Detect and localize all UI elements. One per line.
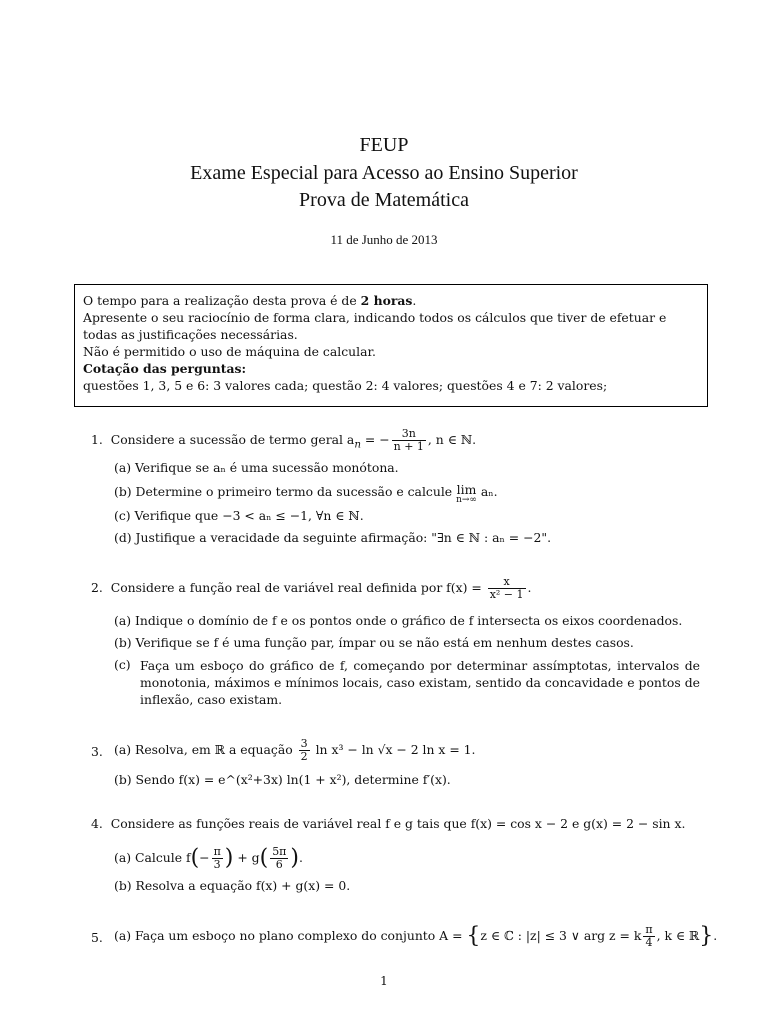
- question-1b: (b) Determine o primeiro termo da sucessão e calcule lim n→∞ aₙ.: [114, 482, 498, 505]
- question-1a: (a) Verifique se aₙ é uma sucessão monótona.: [114, 460, 399, 475]
- question-3a: (a) Resolva, em ℝ a equação $\frac{3}{2}$ ln x³ − ln √x − 2 ln x = 1.: [114, 737, 476, 763]
- question-1d: (d) Justifique a veracidade da seguinte afirmação: "∃n ∈ ℕ : aₙ = −2".: [114, 530, 552, 545]
- instruction-reasoning: Apresente o seu raciocínio de forma clara, indicando todos os cálculos que tiver de efetuar e todas as justificações necessárias.: [83, 310, 667, 342]
- question-2c: Faça um esboço do gráfico de f, começando por determinar assímptotas, intervalos de monotonia, máximos e mínimos locais, caso existam, sentido da concavidade e pontos de inflexão, caso existam.: [140, 658, 700, 707]
- exam-date: 11 de Junho de 2013: [330, 232, 438, 247]
- instructions-box: [74, 284, 708, 407]
- instruction-calculator: Não é permitido o uso de máquina de calcular.: [83, 344, 376, 359]
- question-1c: (c) Verifique que −3 < aₙ ≤ −1, ∀n ∈ ℕ.: [114, 508, 364, 523]
- question-4a: (a) Calcule f(− $\frac{\pi}{3}$ ) + g( $\frac{5\pi}{6}$ ).: [114, 845, 303, 871]
- question-3-number: 3.: [91, 744, 103, 759]
- exam-subject: Prova de Matemática: [299, 189, 469, 211]
- instruction-scoring-title: Cotação das perguntas:: [83, 361, 247, 376]
- question-2b: (b) Verifique se f é uma função par, ímpar ou se não está em nenhum destes casos.: [114, 635, 634, 650]
- question-2: 2. Considere a função real de variável real definida por f(x) = $\frac{x}{\text{x² − 1}}$ .: [91, 575, 532, 601]
- page-number: 1: [380, 974, 388, 988]
- exam-title: Exame Especial para Acesso ao Ensino Superior: [190, 162, 578, 184]
- question-5a: (a) Faça um esboço no plano complexo do conjunto A = {z ∈ ℂ : |z| ≤ 3 ∨ arg z = k $\frac{\pi}{4}$ , k ∈ ℝ}.: [114, 923, 718, 949]
- question-2c-label: (c): [114, 657, 131, 672]
- question-4: 4. Considere as funções reais de variável real f e g tais que f(x) = cos x − 2 e g(x) = 2 − sin x.: [91, 816, 686, 831]
- question-3b: (b) Sendo f(x) = e^(x²+3x) ln(1 + x²), determine f′(x).: [114, 772, 451, 787]
- header-institution: FEUP: [359, 134, 409, 156]
- instruction-time: O tempo para a realização desta prova é de 2 horas.: [83, 293, 417, 308]
- question-2a: (a) Indique o domínio de f e os pontos onde o gráfico de f intersecta os eixos coordenados.: [114, 613, 683, 628]
- instruction-scoring: questões 1, 3, 5 e 6: 3 valores cada; questão 2: 4 valores; questões 4 e 7: 2 valores;: [83, 378, 608, 393]
- question-1: 1. Considere a sucessão de termo geral $a_n$ = − $\frac{3n}{n + 1}$ , n ∈ ℕ.: [91, 427, 477, 453]
- question-5-number: 5.: [91, 930, 103, 945]
- question-4b: (b) Resolva a equação f(x) + g(x) = 0.: [114, 878, 351, 893]
